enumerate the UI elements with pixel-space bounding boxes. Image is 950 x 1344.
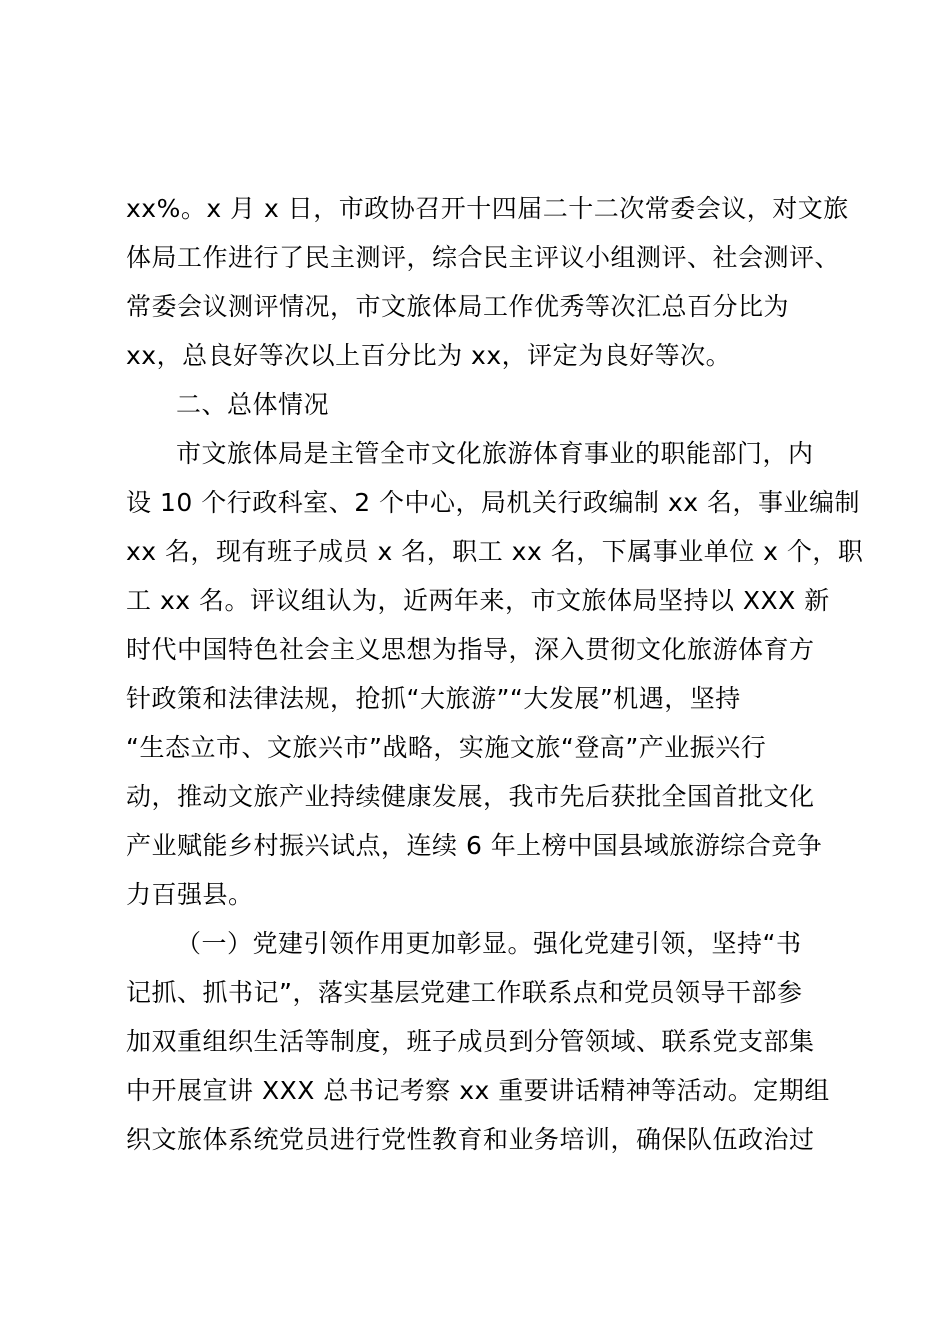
text-line: 常委会议测评情况，市文旅体局工作优秀等次汇总百分比为 [126,292,790,321]
text-line: 市文旅体局是主管全市文化旅游体育事业的职能部门，内 [176,439,814,468]
text-line: 针政策和法律法规，抢抓“大旅游”“大发展”机遇，坚持 [126,684,741,713]
text-line: 织文旅体系统党员进行党性教育和业务培训，确保队伍政治过 [126,1125,815,1154]
text-line: 加双重组织生活等制度，班子成员到分管领域、联系党支部集 [126,1027,815,1056]
text-line: 动，推动文旅产业持续健康发展，我市先后获批全国首批文化 [126,782,815,811]
text-line: xx，总良好等次以上百分比为 xx，评定为良好等次。 [126,341,732,370]
text-line: 产业赋能乡村振兴试点，连续 6 年上榜中国县域旅游综合竞争 [126,831,823,860]
text-line: 工 xx 名。评议组认为，近两年来，市文旅体局坚持以 XXX 新 [126,586,830,615]
text-line: “生态立市、文旅兴市”战略，实施文旅“登高”产业振兴行 [126,733,767,762]
text-line: 设 10 个行政科室、2 个中心，局机关行政编制 xx 名，事业编制 [126,488,861,517]
text-line: xx%。x 月 x 日，市政协召开十四届二十二次常委会议，对文旅 [126,194,849,223]
text-line: xx 名，现有班子成员 x 名，职工 xx 名，下属事业单位 x 个，职 [126,537,864,566]
subsection-heading-line: （一）党建引领作用更加彰显。强化党建引领，坚持“书 [176,929,802,958]
text-line: 记抓、抓书记”，落实基层党建工作联系点和党员领导干部参 [126,978,803,1007]
text-line: 中开展宣讲 XXX 总书记考察 xx 重要讲话精神等活动。定期组 [126,1076,830,1105]
section-heading: 二、总体情况 [176,390,330,419]
document-body [126,184,864,1164]
text-line: 体局工作进行了民主测评，综合民主评议小组测评、社会测评、 [126,243,841,272]
text-line: 时代中国特色社会主义思想为指导，深入贯彻文化旅游体育方 [126,635,815,664]
text-line: 力百强县。 [126,880,254,909]
